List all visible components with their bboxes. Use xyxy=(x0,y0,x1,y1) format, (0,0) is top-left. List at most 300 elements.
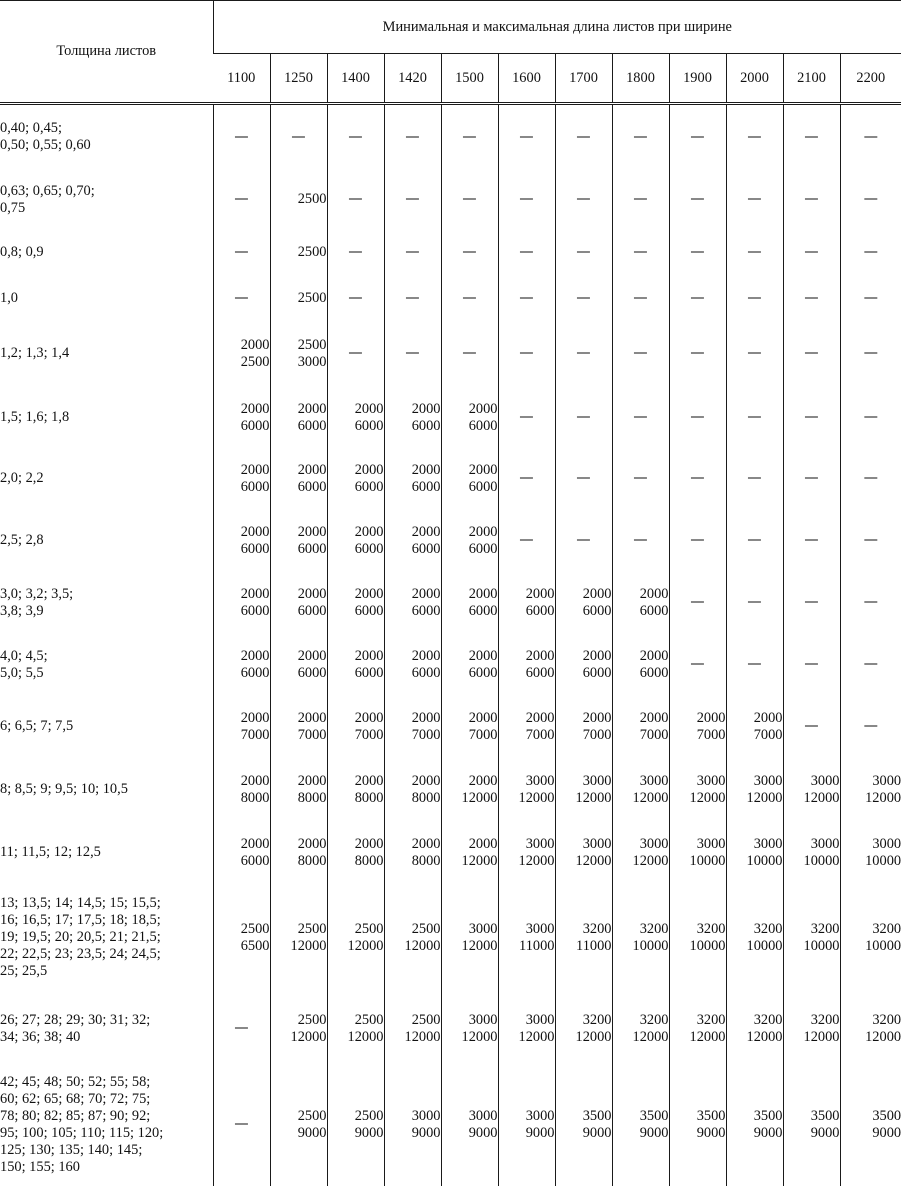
thickness-line: 4,0; 4,5; xyxy=(0,647,48,664)
table-row xyxy=(0,994,901,1064)
min-length: 3200 xyxy=(810,920,840,937)
length-cell xyxy=(270,632,327,698)
length-cell xyxy=(555,756,612,824)
empty-dash-cell: — xyxy=(669,632,726,698)
length-cell xyxy=(384,1064,441,1186)
min-length: 2000 xyxy=(354,647,384,664)
max-length: 10000 xyxy=(865,937,901,954)
min-length: 2000 xyxy=(696,709,726,726)
empty-dash-cell: — xyxy=(840,230,901,276)
min-length: 2000 xyxy=(354,400,384,417)
max-length: 6000 xyxy=(297,478,327,495)
min-length: 3500 xyxy=(872,1107,901,1124)
max-length: 6000 xyxy=(411,664,441,681)
empty-dash-cell: — xyxy=(783,386,840,450)
empty-dash-cell: — xyxy=(498,170,555,230)
thickness-cell xyxy=(0,322,213,386)
table-row xyxy=(0,170,901,230)
thickness-cell xyxy=(0,276,213,322)
table-row xyxy=(0,882,901,994)
max-length: 6000 xyxy=(354,417,384,434)
length-cell xyxy=(783,1064,840,1186)
min-length: 3000 xyxy=(872,835,901,852)
thickness-cell xyxy=(0,574,213,632)
empty-dash-cell: — xyxy=(213,104,270,170)
min-length: 3500 xyxy=(696,1107,726,1124)
empty-dash-cell: — xyxy=(840,508,901,574)
min-length: 2000 xyxy=(297,772,327,789)
max-length: 7000 xyxy=(639,726,669,743)
empty-dash-cell: — xyxy=(612,104,669,170)
length-cell xyxy=(840,756,901,824)
length-cell xyxy=(270,322,327,386)
empty-dash-cell: — xyxy=(498,104,555,170)
max-length: 12000 xyxy=(803,789,840,806)
max-length: 6000 xyxy=(297,664,327,681)
empty-dash-cell: — xyxy=(555,450,612,508)
min-length: 2500 xyxy=(354,920,384,937)
min-length: 3000 xyxy=(810,772,840,789)
empty-dash-cell: — xyxy=(498,386,555,450)
max-length: 6000 xyxy=(297,417,327,434)
thickness-cell xyxy=(0,698,213,756)
length-cell xyxy=(327,1064,384,1186)
min-length: 3000 xyxy=(696,835,726,852)
length-cell xyxy=(384,994,441,1064)
thickness-cell xyxy=(0,386,213,450)
empty-dash-cell: — xyxy=(726,386,783,450)
table-row xyxy=(0,824,901,882)
table-row xyxy=(0,322,901,386)
min-length: 2000 xyxy=(411,461,441,478)
max-length: 8000 xyxy=(354,789,384,806)
min-length: 3500 xyxy=(753,1107,783,1124)
max-length: 7000 xyxy=(582,726,612,743)
thickness-cell xyxy=(0,1064,213,1186)
empty-dash-cell: — xyxy=(783,574,840,632)
max-length: 10000 xyxy=(865,852,901,869)
thickness-line: 125; 130; 135; 140; 145; xyxy=(0,1141,143,1158)
min-length: 2500 xyxy=(240,920,270,937)
min-length: 2000 xyxy=(297,461,327,478)
length-cell xyxy=(384,756,441,824)
empty-dash-cell: — xyxy=(840,276,901,322)
empty-dash-cell: — xyxy=(840,698,901,756)
length-cell xyxy=(498,994,555,1064)
max-length: 7000 xyxy=(297,726,327,743)
min-length: 2000 xyxy=(240,461,270,478)
max-length: 7000 xyxy=(696,726,726,743)
length-cell xyxy=(441,574,498,632)
min-length: 2500 xyxy=(411,1011,441,1028)
length-cell xyxy=(270,508,327,574)
length-cell xyxy=(726,994,783,1064)
thickness-line: 95; 100; 105; 110; 115; 120; xyxy=(0,1124,164,1141)
empty-dash-cell: — xyxy=(213,276,270,322)
thickness-line: 1,0 xyxy=(0,290,18,306)
thickness-line: 3,8; 3,9 xyxy=(0,602,44,619)
empty-dash-cell: — xyxy=(612,386,669,450)
min-length: 2000 xyxy=(297,585,327,602)
empty-dash-cell: — xyxy=(726,450,783,508)
empty-dash-cell: — xyxy=(840,632,901,698)
length-cell xyxy=(669,756,726,824)
thickness-line: 22; 22,5; 23; 23,5; 24; 24,5; xyxy=(0,946,161,962)
empty-dash-cell: — xyxy=(441,322,498,386)
empty-dash-cell: — xyxy=(612,276,669,322)
thickness-line: 6; 6,5; 7; 7,5 xyxy=(0,718,74,734)
thickness-cell xyxy=(0,882,213,994)
min-length: 3000 xyxy=(639,835,669,852)
min-length: 2000 xyxy=(468,400,498,417)
min-length: 2000 xyxy=(468,523,498,540)
min-length: 2000 xyxy=(639,709,669,726)
header-row-top xyxy=(0,1,901,54)
table-row xyxy=(0,756,901,824)
min-length: 2000 xyxy=(354,585,384,602)
max-length: 10000 xyxy=(689,852,726,869)
empty-dash-cell: — xyxy=(783,450,840,508)
empty-dash-cell: — xyxy=(384,230,441,276)
empty-dash-cell: — xyxy=(726,230,783,276)
length-cell xyxy=(441,882,498,994)
min-length: 2000 xyxy=(240,709,270,726)
empty-dash-cell: — xyxy=(498,450,555,508)
empty-dash-cell: — xyxy=(384,170,441,230)
width-header-1400: 1400 xyxy=(327,54,384,104)
length-group-header: Минимальная и максимальная длина листов при ширине xyxy=(213,1,901,54)
min-length: 2000 xyxy=(240,772,270,789)
table-row xyxy=(0,104,901,170)
max-length: 9000 xyxy=(639,1124,669,1141)
min-length: 3000 xyxy=(810,835,840,852)
length-cell xyxy=(270,882,327,994)
max-length: 12000 xyxy=(746,1028,783,1045)
thickness-line: 3,0; 3,2; 3,5; xyxy=(0,585,74,602)
max-length: 10000 xyxy=(803,937,840,954)
max-length: 12000 xyxy=(632,1028,669,1045)
table-row xyxy=(0,230,901,276)
length-cell xyxy=(270,824,327,882)
max-length: 6000 xyxy=(411,602,441,619)
empty-dash-cell: — xyxy=(384,276,441,322)
length-cell xyxy=(840,1064,901,1186)
max-length: 6000 xyxy=(582,602,612,619)
thickness-line: 150; 155; 160 xyxy=(0,1158,80,1175)
length-cell xyxy=(498,632,555,698)
max-length: 10000 xyxy=(746,937,783,954)
empty-dash-cell: — xyxy=(327,170,384,230)
max-length: 6000 xyxy=(297,540,327,557)
thickness-cell xyxy=(0,450,213,508)
thickness-line: 5,0; 5,5 xyxy=(0,664,44,681)
max-length: 9000 xyxy=(872,1124,901,1141)
min-length: 2000 xyxy=(354,835,384,852)
length-cell xyxy=(270,230,327,276)
min-length: 2000 xyxy=(354,523,384,540)
empty-dash-cell: — xyxy=(783,104,840,170)
empty-dash-cell: — xyxy=(555,230,612,276)
min-length: 2000 xyxy=(240,585,270,602)
max-length: 6000 xyxy=(582,664,612,681)
min-length: 2000 xyxy=(411,772,441,789)
empty-dash-cell: — xyxy=(840,322,901,386)
length-cell xyxy=(612,824,669,882)
max-length: 6000 xyxy=(468,602,498,619)
empty-dash-cell: — xyxy=(327,104,384,170)
max-length: 12000 xyxy=(518,852,555,869)
min-length: 2500 xyxy=(354,1011,384,1028)
length-cell xyxy=(384,508,441,574)
empty-dash-cell: — xyxy=(384,322,441,386)
max-length: 6000 xyxy=(411,478,441,495)
min-length: 3000 xyxy=(639,772,669,789)
empty-dash-cell: — xyxy=(669,276,726,322)
max-length: 6000 xyxy=(468,417,498,434)
length-cell xyxy=(270,756,327,824)
min-length: 2000 xyxy=(639,647,669,664)
length-cell xyxy=(441,756,498,824)
empty-dash-cell: — xyxy=(669,322,726,386)
empty-dash-cell: — xyxy=(555,508,612,574)
length-cell xyxy=(270,994,327,1064)
length-cell xyxy=(327,386,384,450)
empty-dash-cell: — xyxy=(669,450,726,508)
max-length: 6000 xyxy=(297,602,327,619)
max-length: 8000 xyxy=(411,852,441,869)
length-cell xyxy=(213,450,270,508)
empty-dash-cell: — xyxy=(783,508,840,574)
empty-dash-cell: — xyxy=(555,104,612,170)
max-length: 12000 xyxy=(746,789,783,806)
empty-dash-cell: — xyxy=(726,276,783,322)
max-length: 6000 xyxy=(468,664,498,681)
empty-dash-cell: — xyxy=(555,276,612,322)
length-cell xyxy=(441,386,498,450)
length-cell xyxy=(498,824,555,882)
min-length: 3000 xyxy=(753,835,783,852)
min-length: 2500 xyxy=(411,920,441,937)
min-length: 3200 xyxy=(753,1011,783,1028)
min-length: 2000 xyxy=(240,336,270,353)
max-length: 11000 xyxy=(576,937,612,954)
min-length: 2000 xyxy=(525,585,555,602)
max-length: 9000 xyxy=(525,1124,555,1141)
min-length: 2000 xyxy=(240,647,270,664)
width-header-1250: 1250 xyxy=(270,54,327,104)
max-length: 6000 xyxy=(639,664,669,681)
max-length: 8000 xyxy=(240,789,270,806)
min-length: 2500 xyxy=(297,336,327,353)
min-length: 3000 xyxy=(753,772,783,789)
length-cell xyxy=(327,824,384,882)
length-cell xyxy=(327,698,384,756)
width-header-1500: 1500 xyxy=(441,54,498,104)
min-length: 3000 xyxy=(525,1107,555,1124)
empty-dash-cell: — xyxy=(726,508,783,574)
empty-dash-cell: — xyxy=(612,170,669,230)
min-length: 2000 xyxy=(297,523,327,540)
length-cell xyxy=(384,574,441,632)
length-cell xyxy=(555,994,612,1064)
max-length: 6000 xyxy=(639,602,669,619)
max-length: 9000 xyxy=(582,1124,612,1141)
max-length: 2500 xyxy=(240,353,270,370)
max-length: 12000 xyxy=(518,1028,555,1045)
length-cell xyxy=(327,632,384,698)
length-cell xyxy=(726,1064,783,1186)
width-header-1100: 1100 xyxy=(213,54,270,104)
length-cell xyxy=(384,632,441,698)
table-row xyxy=(0,450,901,508)
max-length: 6000 xyxy=(525,664,555,681)
thickness-cell xyxy=(0,508,213,574)
min-length: 3000 xyxy=(525,772,555,789)
max-length: 7000 xyxy=(411,726,441,743)
empty-dash-cell: — xyxy=(213,170,270,230)
length-cell xyxy=(669,824,726,882)
max-length: 7000 xyxy=(354,726,384,743)
length-cell xyxy=(840,824,901,882)
max-length: 12000 xyxy=(689,1028,726,1045)
length-cell xyxy=(327,508,384,574)
max-length: 6000 xyxy=(354,602,384,619)
max-length: 12000 xyxy=(404,1028,441,1045)
min-length: 2000 xyxy=(525,709,555,726)
max-length: 8000 xyxy=(297,789,327,806)
length-cell xyxy=(498,882,555,994)
max-length: 12000 xyxy=(461,852,498,869)
empty-dash-cell: — xyxy=(612,450,669,508)
max-length: 6000 xyxy=(240,852,270,869)
empty-dash-cell: — xyxy=(213,230,270,276)
max-length: 12000 xyxy=(290,937,327,954)
length-cell xyxy=(441,994,498,1064)
thickness-line: 0,63; 0,65; 0,70; xyxy=(0,182,95,199)
empty-dash-cell: — xyxy=(726,170,783,230)
max-length: 8000 xyxy=(354,852,384,869)
thickness-line: 0,75 xyxy=(0,199,26,216)
max-length: 12000 xyxy=(461,937,498,954)
min-length: 3000 xyxy=(872,772,901,789)
min-length: 3000 xyxy=(582,772,612,789)
min-length: 3200 xyxy=(872,920,901,937)
max-length: 6000 xyxy=(240,664,270,681)
min-length: 3000 xyxy=(582,835,612,852)
empty-dash-cell: — xyxy=(384,104,441,170)
max-length: 10000 xyxy=(803,852,840,869)
length-cell xyxy=(327,450,384,508)
length-cell xyxy=(270,1064,327,1186)
max-length: 3000 xyxy=(297,353,327,370)
length-cell xyxy=(612,1064,669,1186)
length-cell xyxy=(612,994,669,1064)
empty-dash-cell: — xyxy=(783,230,840,276)
length-cell xyxy=(270,386,327,450)
length-cell xyxy=(270,574,327,632)
length-cell xyxy=(327,882,384,994)
width-header-2000: 2000 xyxy=(726,54,783,104)
length-cell xyxy=(327,756,384,824)
empty-dash-cell: — xyxy=(213,994,270,1064)
empty-dash-cell: — xyxy=(726,632,783,698)
length-cell xyxy=(213,824,270,882)
max-length: 10000 xyxy=(746,852,783,869)
length-cell xyxy=(726,756,783,824)
min-length: 2000 xyxy=(354,772,384,789)
min-length: 2500 xyxy=(297,244,327,260)
length-cell xyxy=(612,756,669,824)
min-length: 2500 xyxy=(297,920,327,937)
empty-dash-cell: — xyxy=(327,322,384,386)
length-cell xyxy=(270,170,327,230)
length-cell xyxy=(213,386,270,450)
max-length: 9000 xyxy=(753,1124,783,1141)
empty-dash-cell: — xyxy=(726,104,783,170)
empty-dash-cell: — xyxy=(669,170,726,230)
empty-dash-cell: — xyxy=(669,508,726,574)
length-cell xyxy=(213,756,270,824)
max-length: 9000 xyxy=(297,1124,327,1141)
min-length: 2000 xyxy=(468,647,498,664)
max-length: 6000 xyxy=(354,664,384,681)
length-cell xyxy=(213,322,270,386)
length-cell xyxy=(327,994,384,1064)
thickness-cell xyxy=(0,632,213,698)
min-length: 2500 xyxy=(354,1107,384,1124)
empty-dash-cell: — xyxy=(840,450,901,508)
min-length: 2000 xyxy=(240,523,270,540)
min-length: 2000 xyxy=(468,772,498,789)
max-length: 12000 xyxy=(865,789,901,806)
length-cell xyxy=(441,824,498,882)
length-cell xyxy=(783,882,840,994)
max-length: 12000 xyxy=(404,937,441,954)
min-length: 2000 xyxy=(411,400,441,417)
min-length: 3200 xyxy=(696,1011,726,1028)
thickness-cell xyxy=(0,170,213,230)
empty-dash-cell: — xyxy=(612,230,669,276)
thickness-line: 25; 25,5 xyxy=(0,963,48,979)
max-length: 12000 xyxy=(575,1028,612,1045)
thickness-line: 1,2; 1,3; 1,4 xyxy=(0,345,70,361)
length-cell xyxy=(840,994,901,1064)
empty-dash-cell: — xyxy=(840,574,901,632)
max-length: 12000 xyxy=(632,852,669,869)
max-length: 12000 xyxy=(461,1028,498,1045)
length-cell xyxy=(384,698,441,756)
width-header-1420: 1420 xyxy=(384,54,441,104)
min-length: 3200 xyxy=(639,1011,669,1028)
min-length: 3000 xyxy=(525,920,555,937)
min-length: 2500 xyxy=(297,290,327,306)
empty-dash-cell: — xyxy=(498,230,555,276)
empty-dash-cell: — xyxy=(783,322,840,386)
min-length: 3000 xyxy=(468,1107,498,1124)
min-length: 2000 xyxy=(411,647,441,664)
thickness-line: 2,5; 2,8 xyxy=(0,532,44,548)
max-length: 7000 xyxy=(468,726,498,743)
table-row xyxy=(0,508,901,574)
length-cell xyxy=(498,1064,555,1186)
min-length: 3200 xyxy=(582,920,612,937)
max-length: 12000 xyxy=(347,937,384,954)
width-header-2100: 2100 xyxy=(783,54,840,104)
max-length: 6000 xyxy=(411,540,441,557)
length-cell xyxy=(213,574,270,632)
max-length: 6000 xyxy=(240,540,270,557)
min-length: 2500 xyxy=(297,1011,327,1028)
